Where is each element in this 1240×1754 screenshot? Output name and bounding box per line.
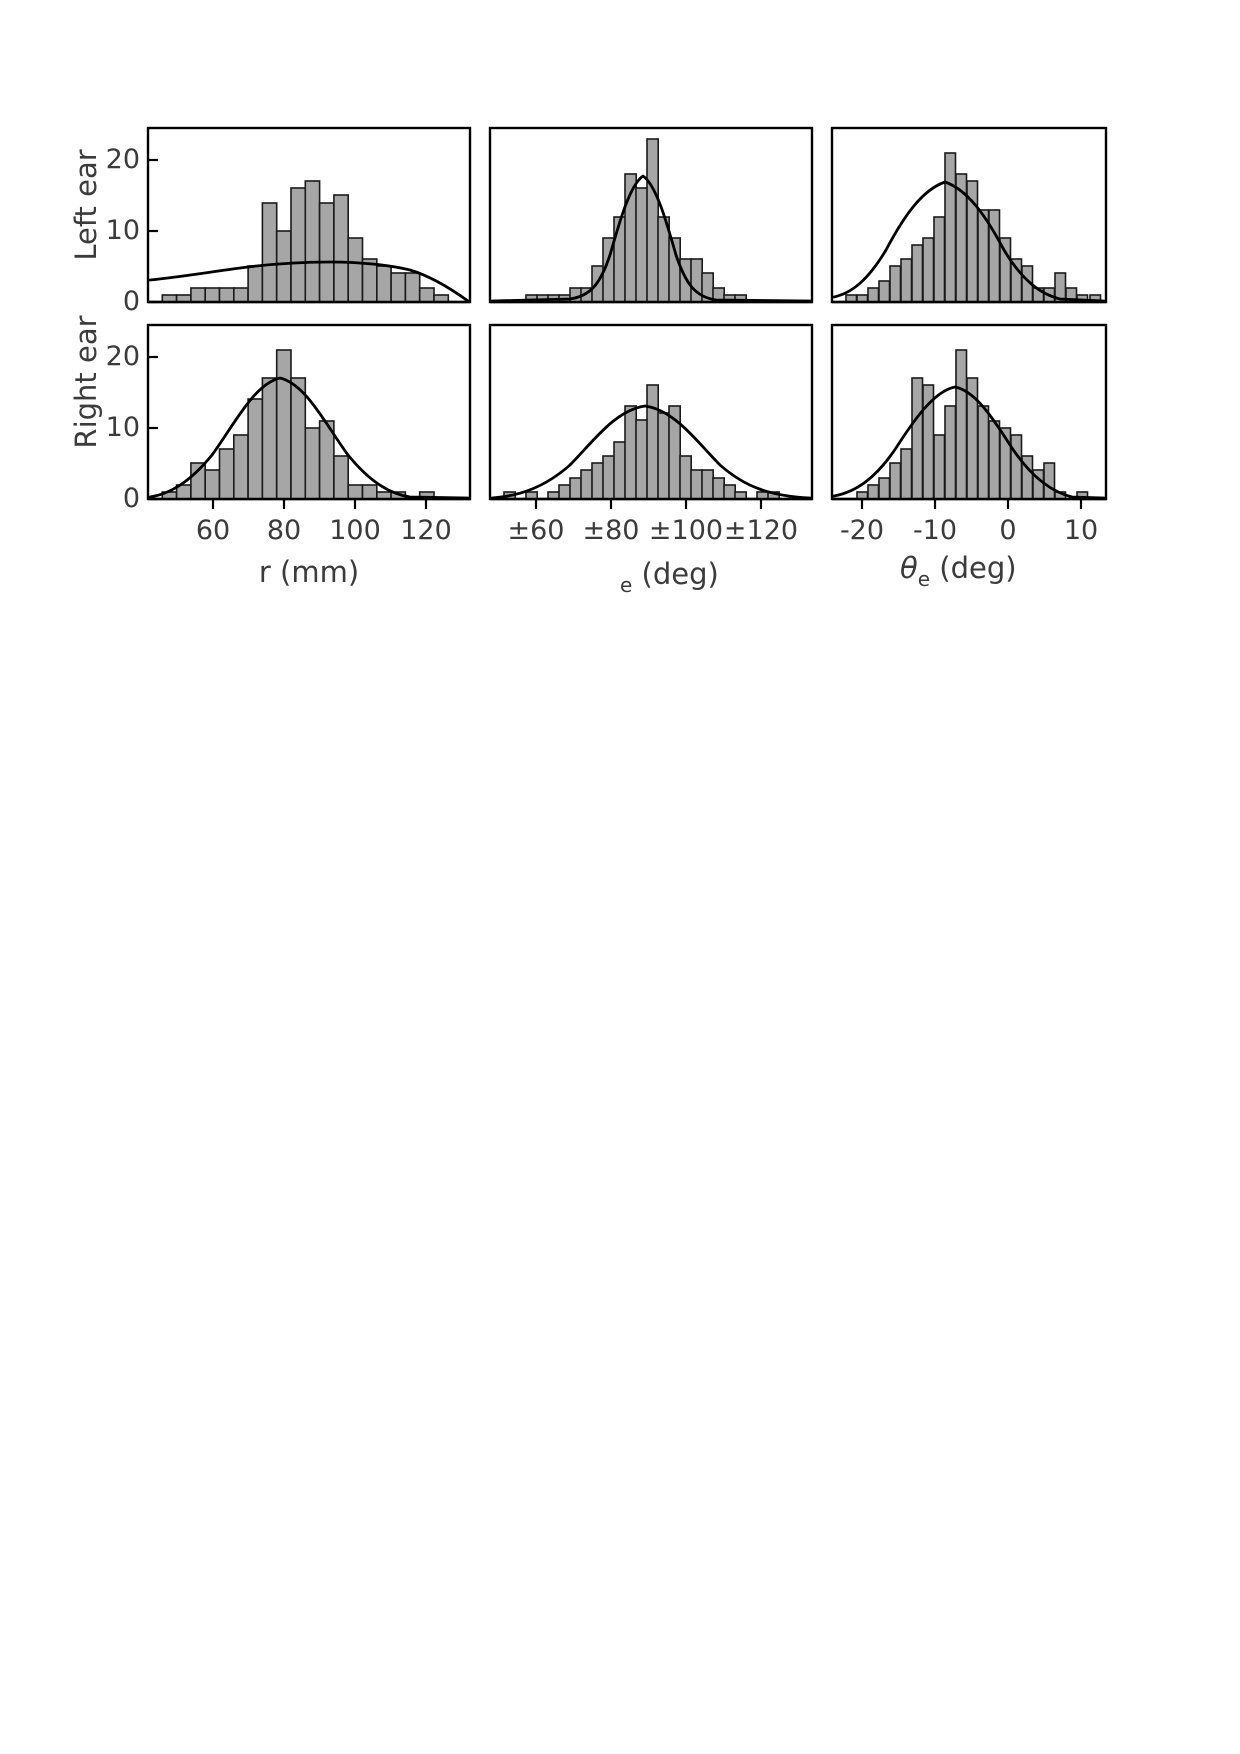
x-tick-col3-2: 0	[999, 515, 1017, 546]
y-tick-row1-0: 0	[122, 286, 140, 317]
x-tick-col1-1: 80	[266, 515, 302, 546]
y-tick-row1-10: 10	[105, 215, 140, 246]
panel-left-ear-e	[490, 128, 812, 302]
x-tick-col3-3: 10	[1063, 515, 1099, 546]
x-axis-title-col3	[900, 551, 1017, 591]
x-axis-title-col2-sub: e	[620, 573, 633, 597]
row-label-left-ear	[69, 149, 103, 260]
bars-right-ear-theta	[857, 350, 1088, 499]
panel-left-ear-r	[148, 128, 470, 302]
bars-left-ear-e	[526, 139, 746, 302]
bars-left-ear-r	[162, 181, 448, 302]
row-label-right-ear-text: Right ear	[69, 315, 103, 449]
y-axis-row1	[106, 144, 158, 317]
x-axis-title-col3-sub: e	[917, 567, 931, 591]
x-tick-col2-1: ±80	[582, 515, 640, 546]
x-axis-col2	[508, 499, 799, 597]
x-axis-title-col3-theta: θ	[900, 551, 918, 585]
x-axis-col1	[196, 499, 452, 589]
y-tick-row1-20: 20	[105, 144, 140, 175]
panel-left-ear-theta	[832, 128, 1106, 302]
panel-right-ear-theta	[832, 325, 1106, 499]
svg-text:θe (deg)	[900, 551, 1017, 591]
histogram-figure	[0, 0, 1240, 620]
x-tick-col2-2: ±100	[648, 515, 724, 546]
x-tick-col1-3: 120	[400, 515, 452, 546]
svg-text:e (deg)	[620, 557, 719, 597]
x-axis-title-col1: r (mm)	[258, 555, 360, 589]
x-tick-col2-3: ±120	[723, 515, 799, 546]
panel-right-ear-r	[148, 325, 470, 499]
x-tick-col1-2: 100	[329, 515, 381, 546]
x-tick-col3-1: -10	[912, 515, 958, 546]
x-axis-col3	[840, 499, 1098, 591]
panel-right-ear-e	[490, 325, 812, 499]
x-tick-col2-0: ±60	[507, 515, 565, 546]
bars-right-ear-r	[162, 350, 434, 499]
figure-svg	[0, 0, 1240, 620]
y-tick-row2-0: 0	[122, 483, 140, 514]
x-tick-col3-0: -20	[839, 515, 885, 546]
x-axis-title-col2	[620, 557, 719, 597]
y-tick-row2-10: 10	[105, 412, 140, 443]
row-label-left-ear-text: Left ear	[69, 149, 103, 261]
y-axis-row2	[106, 341, 158, 514]
x-tick-col1-0: 60	[195, 515, 231, 546]
row-label-right-ear	[69, 315, 103, 448]
x-axis-title-col2-main: (deg)	[632, 557, 719, 591]
bars-left-ear-theta	[846, 153, 1101, 302]
y-tick-row2-20: 20	[105, 341, 140, 372]
x-axis-title-col3-main: (deg)	[930, 551, 1017, 585]
